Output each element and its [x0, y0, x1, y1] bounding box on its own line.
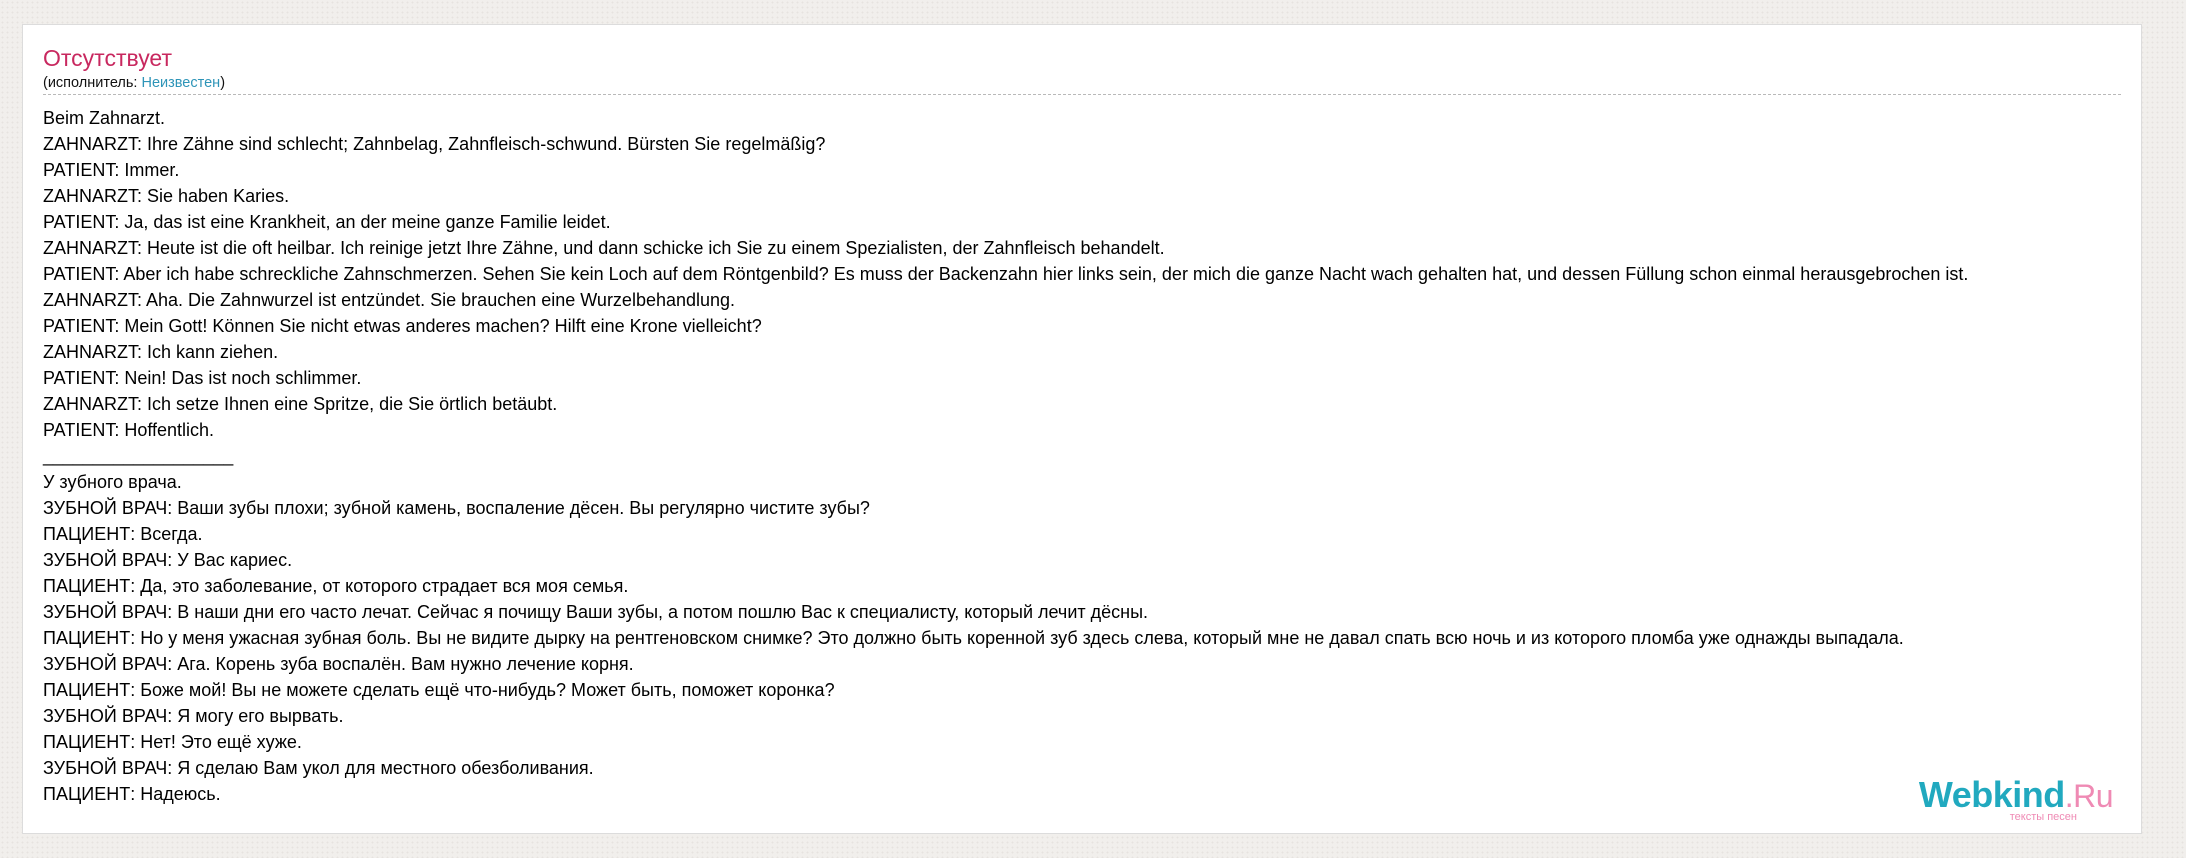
lyric-line: ПАЦИЕНТ: Боже мой! Вы не можете сделать ещё что-нибудь? Может быть, поможет коронка?: [43, 680, 835, 700]
lyric-line: ZAHNARZT: Aha. Die Zahnwurzel ist entzündet. Sie brauchen eine Wurzelbehandlung.: [43, 290, 736, 310]
lyric-line: ЗУБНОЙ ВРАЧ: Ваши зубы плохи; зубной камень, воспаление дёсен. Вы регулярно чистите зубы?: [43, 498, 870, 518]
performer-prefix: (исполнитель:: [43, 75, 142, 91]
lyric-line: ZAHNARZT: Ich kann ziehen.: [43, 342, 279, 362]
lyric-line: PATIENT: Aber ich habe schreckliche Zahnschmerzen. Sehen Sie kein Loch auf dem Röntgenbild? Es muss der Backenzahn hier links sein, der mich die ganze Nacht wach gehalten hat, und dessen Füllung schon einmal herausgebrochen ist.: [43, 264, 1969, 284]
lyric-line: PATIENT: Nein! Das ist noch schlimmer.: [43, 368, 362, 388]
lyric-line: У зубного врача.: [43, 472, 182, 492]
lyric-line: PATIENT: Immer.: [43, 160, 180, 180]
logo-name: Webkind: [1918, 774, 2065, 815]
lyric-line: ПАЦИЕНТ: Нет! Это ещё хуже.: [43, 732, 302, 752]
lyric-line: ЗУБНОЙ ВРАЧ: Я могу его вырвать.: [43, 706, 344, 726]
performer-suffix: ): [220, 75, 226, 91]
lyric-line: ZAHNARZT: Ihre Zähne sind schlecht; Zahnbelag, Zahnfleisch-schwund. Bürsten Sie regelmäßig?: [43, 134, 826, 154]
lyric-line: ZAHNARZT: Ich setze Ihnen eine Spritze, die Sie örtlich betäubt.: [43, 394, 558, 414]
lyrics-text: [43, 105, 1968, 807]
lyric-line: ЗУБНОЙ ВРАЧ: Я сделаю Вам укол для местного обезболивания.: [43, 758, 594, 778]
logo-wordmark: [1918, 774, 2113, 815]
lyric-line: Beim Zahnarzt.: [43, 108, 166, 128]
lyric-line: ПАЦИЕНТ: Но у меня ужасная зубная боль. Вы не видите дырку на рентгеновском снимке? Это должно быть коренной зуб здесь слева, который мне не давал спать всю ночь и из которого пломба уже однажды выпадала.: [43, 628, 1904, 648]
lyric-line: ZAHNARZT: Sie haben Karies.: [43, 186, 290, 206]
logo-tagline: тексты песен: [2009, 811, 2077, 823]
lyric-line: ПАЦИЕНТ: Всегда.: [43, 524, 203, 544]
lyric-line: ЗУБНОЙ ВРАЧ: Ага. Корень зуба воспалён. Вам нужно лечение корня.: [43, 654, 634, 674]
song-panel: [22, 24, 2142, 834]
performer-link[interactable]: Неизвестен: [141, 75, 221, 91]
lyric-line: ЗУБНОЙ ВРАЧ: В наши дни его часто лечат. Сейчас я почищу Ваши зубы, а потом пошлю Вас к специалисту, который лечит дёсны.: [43, 602, 1149, 622]
song-header: [43, 43, 2121, 95]
lyric-line: PATIENT: Hoffentlich.: [43, 420, 215, 440]
lyric-line: PATIENT: Ja, das ist eine Krankheit, an der meine ganze Familie leidet.: [43, 212, 611, 232]
site-logo[interactable]: [1918, 774, 2113, 823]
logo-domain: .Ru: [2064, 778, 2113, 814]
lyric-line: ПАЦИЕНТ: Да, это заболевание, от которого страдает вся моя семья.: [43, 576, 629, 596]
lyric-line: ПАЦИЕНТ: Надеюсь.: [43, 784, 221, 804]
lyric-line: ЗУБНОЙ ВРАЧ: У Вас кариес.: [43, 550, 293, 570]
song-title: Отсутствует: [43, 45, 172, 71]
lyric-line: ZAHNARZT: Heute ist die oft heilbar. Ich reinige jetzt Ihre Zähne, und dann schicke ich Sie zu einem Spezialisten, der Zahnfleisch behandelt.: [43, 238, 1165, 258]
performer-line: [43, 74, 225, 92]
lyrics-separator: ___________________: [43, 446, 234, 466]
lyric-line: PATIENT: Mein Gott! Können Sie nicht etwas anderes machen? Hilft eine Krone vielleicht?: [43, 316, 762, 336]
